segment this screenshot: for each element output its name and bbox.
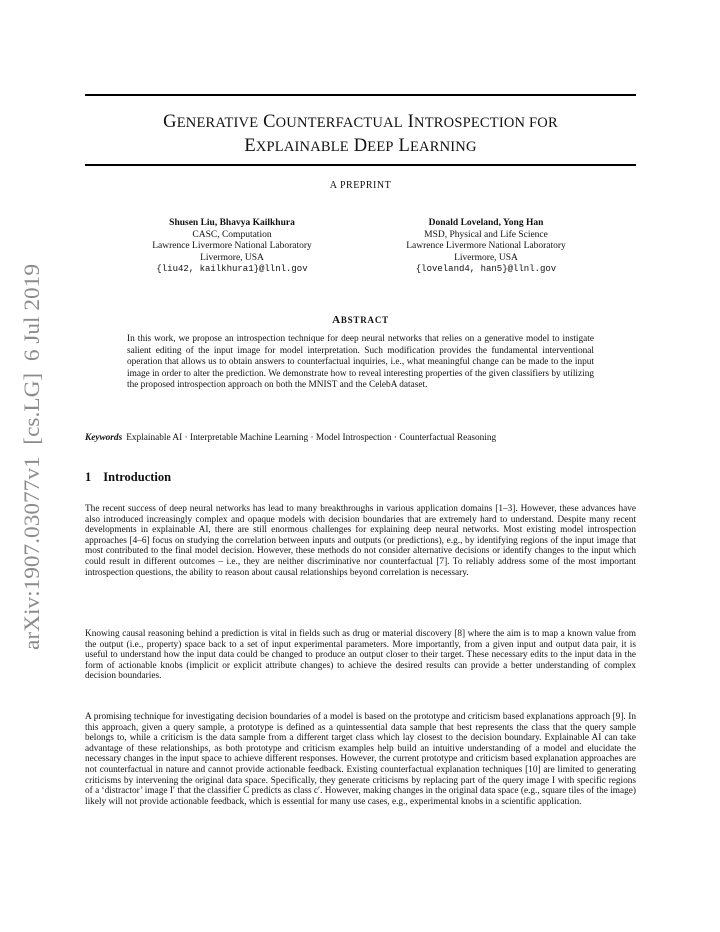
arxiv-identifier-sidebar [8,262,52,654]
section-number: 1 [85,470,92,484]
author-block-left [120,218,344,276]
title-word-cap: C [263,112,276,132]
abstract-heading-cap: A [332,314,341,326]
title-word-rest: ENERATIVE [176,115,259,131]
keywords-line [85,432,636,444]
section-title: Introduction [103,470,172,484]
author-organization: Lawrence Livermore National Laboratory [152,241,312,251]
author-names: Donald Loveland, Yong Han [428,218,544,228]
title-word-rest: OUNTERFACTUAL [275,115,403,131]
section-heading [85,470,636,485]
title-word-cap: L [398,136,410,156]
paper-title [85,111,636,159]
title-word-rest: EARNING [410,139,477,155]
author-location: Livermore, USA [200,252,264,263]
arxiv-identifier-text: arXiv:1907.03077v1 [cs.LG] 6 Jul 2019 [19,285,44,650]
author-block-right [374,218,598,276]
title-word-rest: XPLAINABLE [255,139,349,155]
body-paragraph: A promising technique for investigating decision boundaries of a model is based on the prototype and criticism based explanations approach [9]. In this approach, given a query sample, a prototype is defined as a quintessential data sample that best represents the class that the query sample belongs to, while a criticism is the data sample from a different target class which lay closest to the decision boundary. Explainable AI can take advantage of these relationships, as both prototype and criticism examples help build an intuitive understanding of a model and elucidate the necessary changes in the input space to achieve different responses. However, the current prototype and criticism based explanation approaches are not counterfactual in nature and cannot provide actionable feedback. Existing counterfactual explanation techniques [10] are limited to generating criticisms by intervening the original data space. Specifically, they generate criticisms by replacing part of the query image I with specific regions of a ‘distractor’ image I′ that the classifier C predicts as class c′. However, making changes in the original data space (e.g., square tiles of the image) likely will not provide actionable feedback, which is essential for many use cases, e.g., experimental knobs in a scientific application. [85,712,636,807]
preprint-label: A PREPRINT [329,180,392,191]
title-top-rule [85,94,636,96]
author-email: {loveland4, han5}@llnl.gov [415,264,557,274]
abstract-text: In this work, we propose an introspection technique for deep neural networks that relies on a generative model to instigate salient editing of the input image for model interpretation. Such modification provides the fundamental interventional operation that allows us to obtain answers to counterfactual inquiries, i.e., what meaningful change can be made to the input image in order to alter the prediction. We demonstrate how to reveal interesting properties of the given classifiers by utilizing the proposed introspection approach on both the MNIST and the CelebA dataset. [127,334,594,390]
abstract-heading [85,314,636,326]
title-word-cap: G [163,112,177,132]
title-line-2 [85,135,636,159]
title-word-cap: I [407,112,415,132]
author-department: CASC, Computation [192,229,272,240]
title-line-1 [85,111,636,135]
author-organization: Lawrence Livermore National Laboratory [406,241,566,251]
body-paragraph: The recent success of deep neural networks has lead to many breakthroughs in various application domains [1–3]. However, these advances have also introduced increasingly complex and opaque models with decision boundaries that are extremely hard to understand. Despite many recent developments in explainable AI, there are still enormous challenges for explaining deep neural networks. Most existing model introspection approaches [4–6] focus on studying the correlation between inputs and outputs (or predictions), e.g., by identifying regions of the input image that most contributed to the final model decision. However, these methods do not consider alternative decisions or identify changes to the input which could result in different outcomes – i.e., they are neither discriminative nor counterfactual [7]. To reliably address some of the most important introspection questions, the ability to reason about causal relationships beyond correlation is necessary. [85,504,636,578]
body-paragraph: Knowing causal reasoning behind a prediction is vital in fields such as drug or material discovery [8] where the aim is to map a known value from the output (i.e., property) space back to a set of input experimental parameters. More importantly, from a given input and output data pair, it is useful to understand how the input data could be changed to produce an output closer to their target. These necessary edits to the input data in the form of actionable knobs (implicit or explicit attribute changes) to achieve the desired results can provide a better understanding of complex decision boundaries. [85,629,636,682]
title-word-cap: D [353,136,368,156]
title-word-rest: EEP [367,139,394,155]
author-department: MSD, Physical and Life Science [424,229,548,240]
abstract-heading-rest: BSTRACT [340,315,389,325]
author-location: Livermore, USA [454,252,518,263]
title-word-cap: E [244,136,256,156]
arxiv-identifier-svg [8,262,52,654]
title-bottom-rule [85,164,636,166]
keywords-label: Keywords [85,433,123,443]
title-word-rest: NTROSPECTION FOR [414,115,558,131]
keywords-list: Explainable AI · Interpretable Machine Learning · Model Introspection · Counterfactual Reasoning [126,433,497,443]
author-email: {liu42, kailkhura1}@llnl.gov [156,264,308,274]
author-names: Shusen Liu, Bhavya Kailkhura [169,218,295,228]
